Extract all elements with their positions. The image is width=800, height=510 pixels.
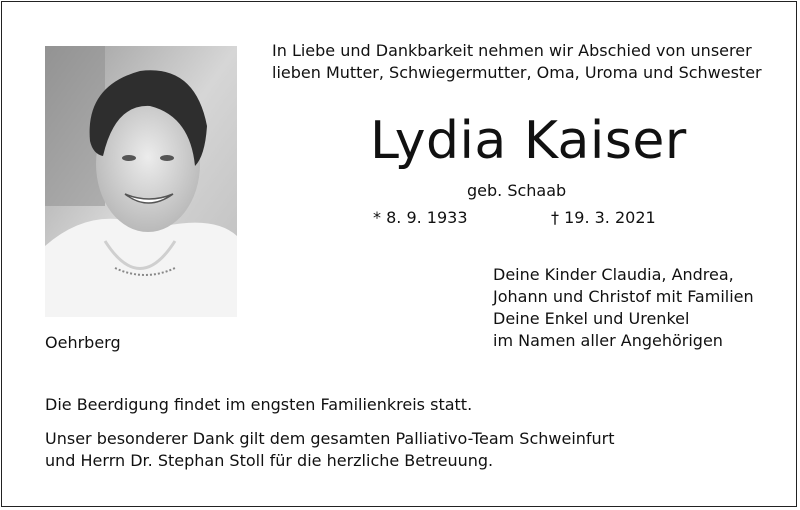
intro-line: In Liebe und Dankbarkeit nehmen wir Abschied von unserer xyxy=(272,41,752,60)
intro-text xyxy=(272,40,762,84)
burial-note: Die Beerdigung findet im engsten Familienkreis statt. xyxy=(45,395,473,414)
intro-line: lieben Mutter, Schwiegermutter, Oma, Uroma und Schwester xyxy=(272,63,762,82)
birth-date: * 8. 9. 1933 xyxy=(373,208,468,227)
mourners-list xyxy=(493,264,754,352)
death-date: † 19. 3. 2021 xyxy=(551,208,656,227)
thanks-line: Unser besonderer Dank gilt dem gesamten Palliativo-Team Schweinfurt xyxy=(45,429,615,448)
portrait-photo xyxy=(45,46,237,317)
deceased-name: Lydia Kaiser xyxy=(370,111,687,171)
maiden-name: geb. Schaab xyxy=(467,181,567,200)
mourners-line: Johann und Christof mit Familien xyxy=(493,287,754,306)
mourners-line: Deine Kinder Claudia, Andrea, xyxy=(493,265,734,284)
place-name: Oehrberg xyxy=(45,333,121,352)
mourners-line: Deine Enkel und Urenkel xyxy=(493,309,690,328)
thanks-line: und Herrn Dr. Stephan Stoll für die herzliche Betreuung. xyxy=(45,451,494,470)
thanks-text xyxy=(45,428,615,472)
mourners-line: im Namen aller Angehörigen xyxy=(493,331,723,350)
